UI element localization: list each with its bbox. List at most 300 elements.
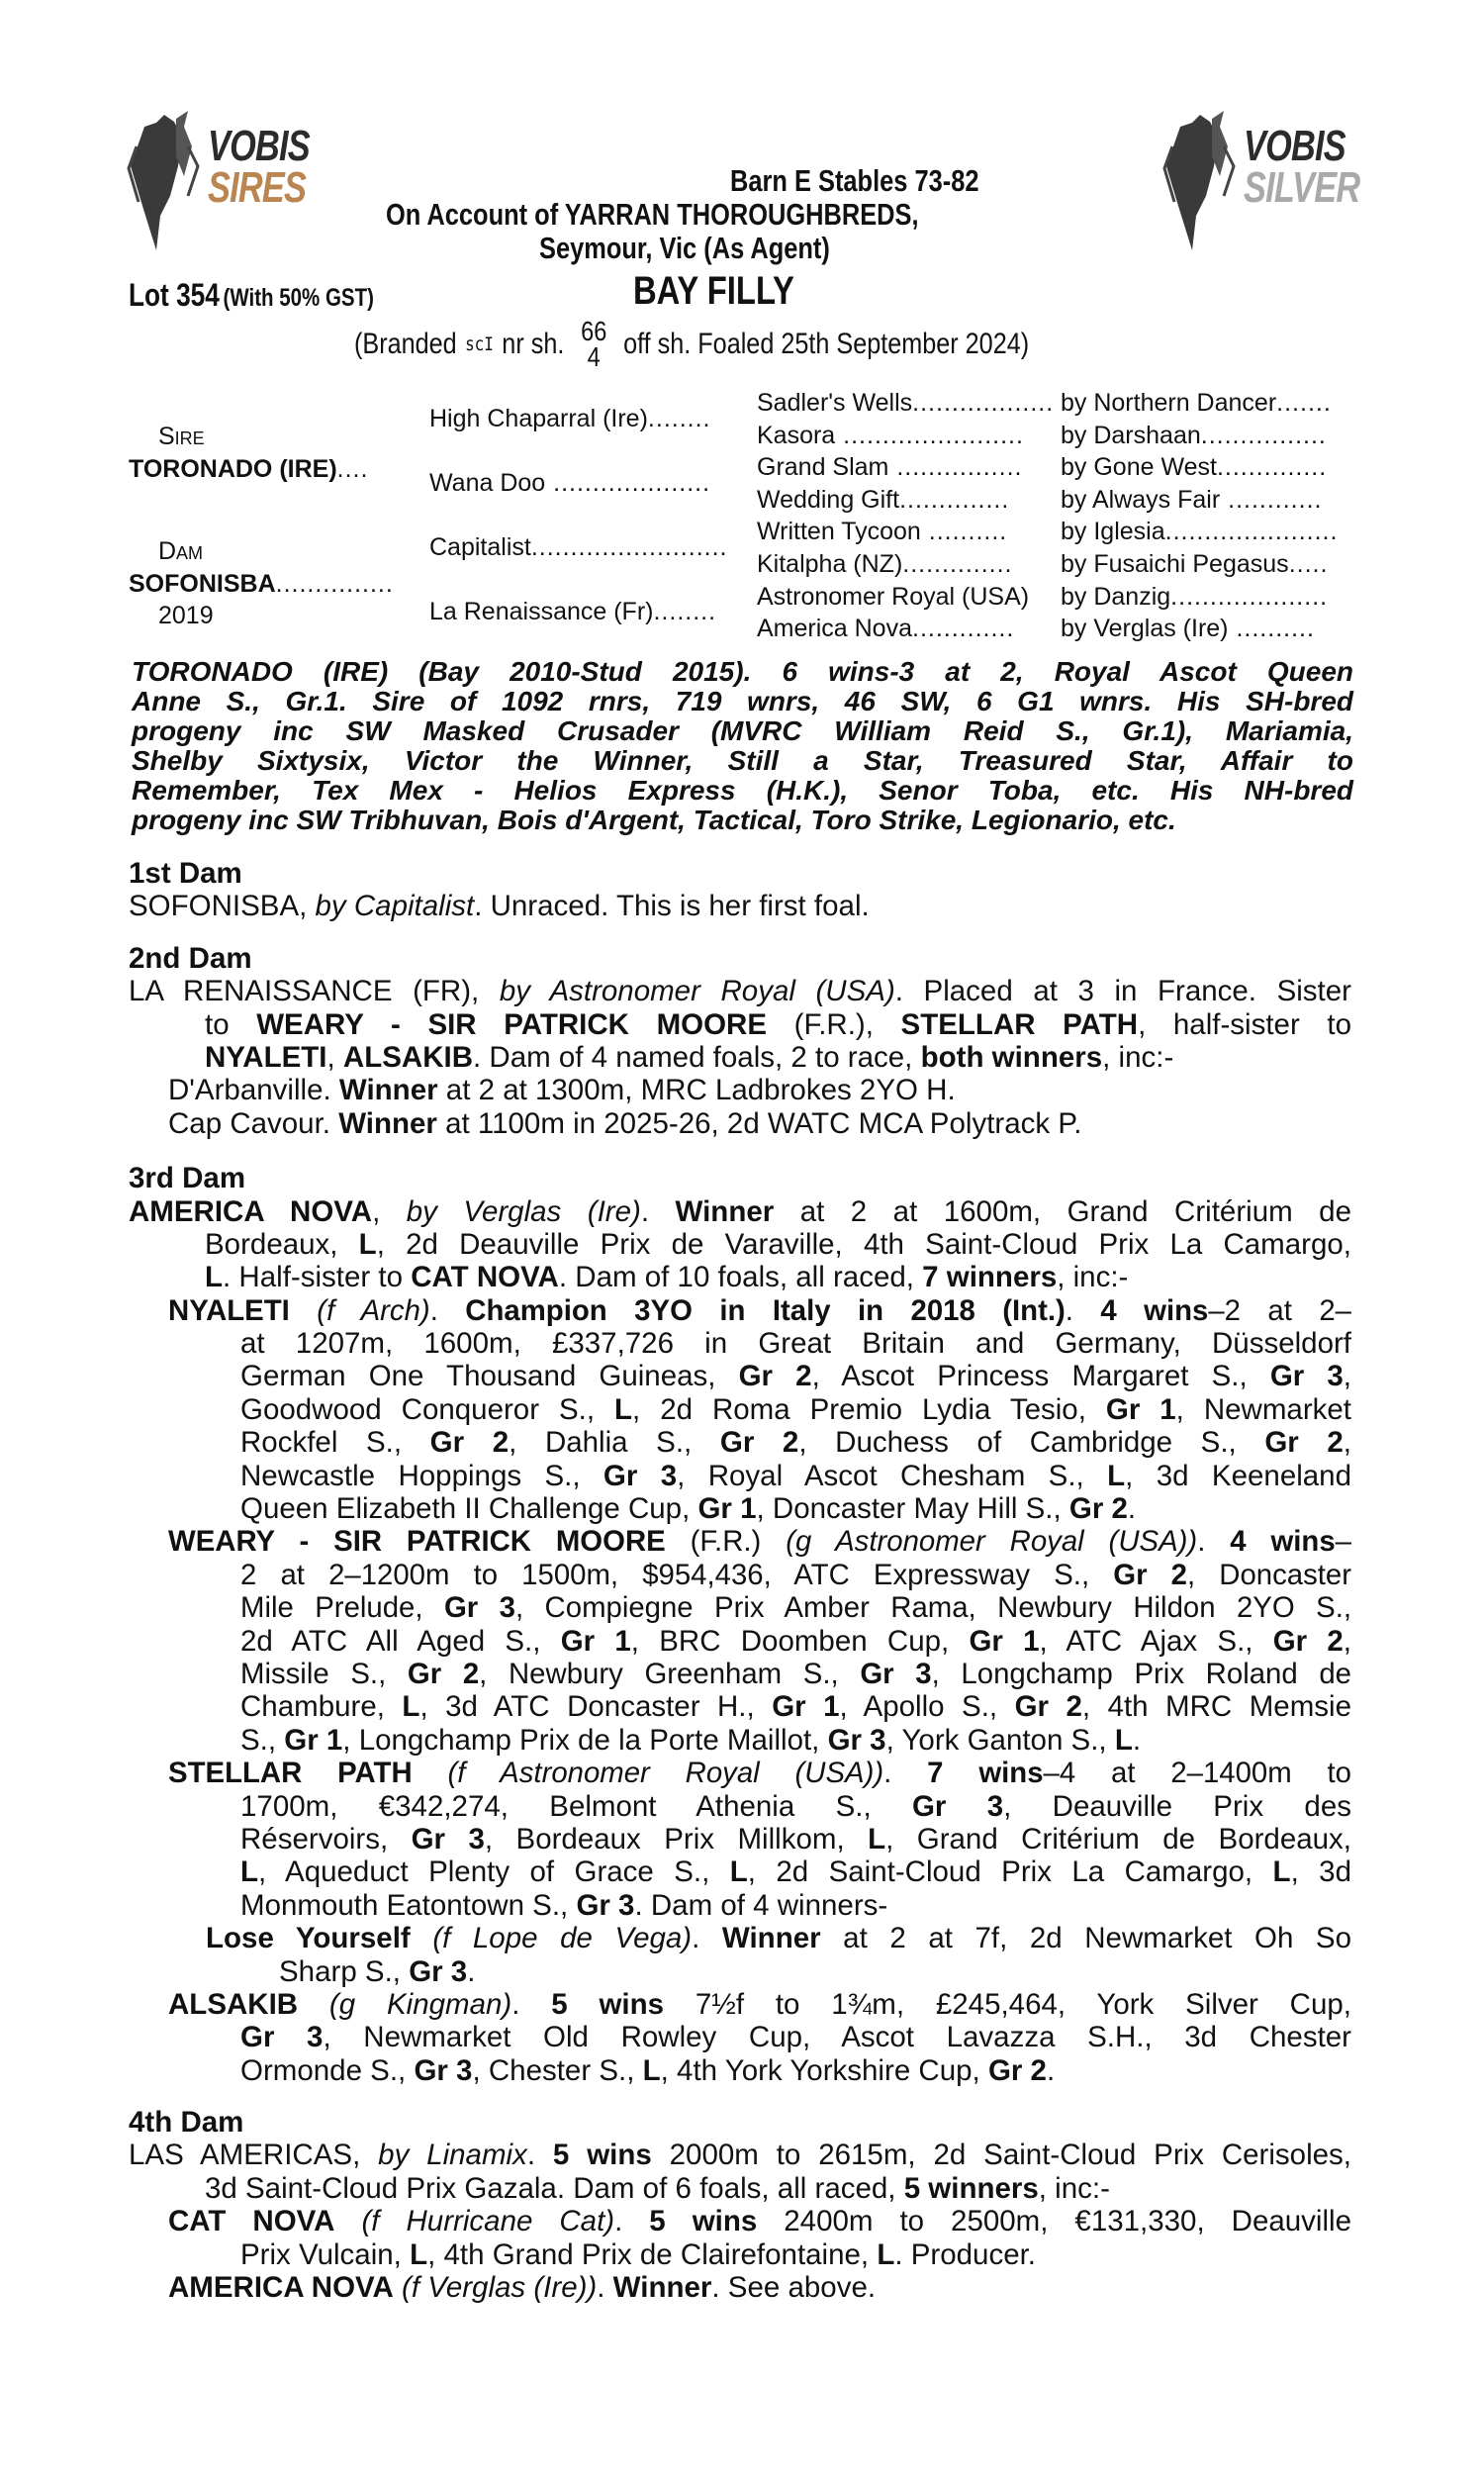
stable-location: Barn E Stables 73-82 bbox=[730, 163, 979, 198]
bold-text: Gr 2 bbox=[1113, 1558, 1187, 1591]
text: (F.R.) bbox=[665, 1525, 787, 1559]
text: at 2 at 7f, 2d Newmarket Oh So bbox=[820, 1922, 1351, 1955]
text: Queen Elizabeth II Challenge Cup, bbox=[240, 1492, 698, 1526]
bold-text: 7 winners bbox=[922, 1261, 1058, 1294]
great-grandparent-name: Grand Slam bbox=[757, 453, 889, 482]
bold-text: Gr 3 bbox=[1269, 1360, 1344, 1393]
text-line bbox=[129, 1525, 1351, 1558]
bold-text: CAT NOVA bbox=[411, 1261, 559, 1294]
great-grandparent-sire-name: by Danzig bbox=[1061, 582, 1171, 611]
text: . bbox=[597, 2271, 613, 2305]
text: , 2d Deauville Prix de Varaville, 4th Saint-Cloud Prix La Camargo, bbox=[376, 1227, 1351, 1261]
text-line bbox=[129, 1724, 1351, 1757]
grandparent-name: La Renaissance (Fr) bbox=[429, 598, 654, 625]
text: , York Ganton S., bbox=[885, 1723, 1115, 1757]
bold-text: NYALETI bbox=[168, 1293, 290, 1327]
text-line bbox=[129, 2238, 1351, 2271]
text: Réservoirs, bbox=[240, 1822, 412, 1856]
great-grandparent-row bbox=[757, 484, 1009, 517]
great-grandparent-row bbox=[757, 581, 1029, 614]
text: LA RENAISSANCE (FR), bbox=[129, 975, 500, 1008]
great-grandparent-name: Written Tycoon bbox=[757, 518, 921, 546]
text-line bbox=[129, 1294, 1351, 1327]
text-line bbox=[129, 1625, 1351, 1658]
bold-text: Gr 2 bbox=[1264, 1426, 1344, 1460]
bold-text: Gr 2 bbox=[407, 1657, 480, 1690]
text: Mile Prelude, bbox=[240, 1591, 444, 1625]
text-line bbox=[129, 1757, 1351, 1789]
great-grandparent-sire-dots: ................ bbox=[1200, 421, 1327, 449]
great-grandparent-dots: .............. bbox=[902, 550, 1013, 578]
bold-text: L bbox=[1114, 1723, 1133, 1757]
sire-label: Sire bbox=[158, 423, 205, 450]
bold-text: L bbox=[729, 1856, 748, 1889]
text-line bbox=[129, 1261, 1351, 1293]
sire-dots: .... bbox=[336, 455, 369, 483]
text: , Aqueduct Plenty of Grace S., bbox=[258, 1856, 730, 1889]
great-grandparent-sire bbox=[1061, 484, 1322, 517]
sire-blurb-line: Shelby Sixtysix, Victor the Winner, Still a Star, Treasured Star, Affair to bbox=[132, 745, 1353, 776]
sire-blurb-line: TORONADO (IRE) (Bay 2010-Stud 2015). 6 wins-3 at 2, Royal Ascot Queen bbox=[132, 656, 1353, 687]
text-line bbox=[129, 1041, 1351, 1074]
text: , Longchamp Prix de la Porte Maillot, bbox=[342, 1723, 828, 1757]
text: , Grand Critérium de Bordeaux, bbox=[885, 1822, 1351, 1856]
bold-text: Gr 2 bbox=[429, 1426, 510, 1460]
text-line bbox=[129, 1195, 1351, 1228]
text: , Deauville Prix des bbox=[1003, 1789, 1351, 1823]
section-heading: 1st Dam bbox=[129, 857, 242, 890]
bold-text: Winner bbox=[338, 1074, 438, 1107]
text: , 4th York Yorkshire Cup, bbox=[660, 2053, 988, 2087]
text: , Chester S., bbox=[472, 2053, 643, 2087]
section-gap bbox=[129, 1140, 1351, 1162]
text-line bbox=[129, 2021, 1351, 2053]
bold-text: AMERICA NOVA bbox=[129, 1194, 373, 1228]
great-grandparent-sire-dots: ..... bbox=[1288, 550, 1329, 578]
brand-prefix: (Branded bbox=[354, 328, 457, 360]
dam-label: Dam bbox=[158, 537, 204, 565]
bold-text: L bbox=[642, 2053, 661, 2087]
great-grandparent-sire bbox=[1061, 548, 1328, 581]
bold-text: Champion 3YO in Italy in 2018 (Int.) bbox=[465, 1293, 1066, 1327]
text: , bbox=[326, 1040, 343, 1074]
text: Sharp S., bbox=[279, 1954, 410, 1988]
bold-text: Gr 1 bbox=[697, 1492, 757, 1526]
sire-blurb-line: Remember, Tex Mex - Helios Express (H.K.), Senor Toba, etc. His NH-bred bbox=[132, 775, 1353, 806]
text: Goodwood Conqueror S., bbox=[240, 1392, 615, 1426]
great-grandparent-sire-name: by Northern Dancer bbox=[1061, 389, 1277, 417]
fraction-top: 66 bbox=[581, 316, 607, 346]
grandparent-dots: .................... bbox=[545, 469, 711, 497]
text: 3d Saint-Cloud Prix Gazala. Dam of 6 foals, all raced, bbox=[205, 2171, 904, 2205]
bold-text: STELLAR PATH bbox=[900, 1007, 1139, 1041]
brand-suffix: off sh. Foaled 25th September 2024) bbox=[623, 328, 1030, 360]
text: 2000m to 2615m, 2d Saint-Cloud Prix Cerisoles, bbox=[651, 2139, 1351, 2172]
bold-text: Gr 2 bbox=[1014, 1690, 1082, 1724]
text bbox=[334, 2205, 361, 2237]
great-grandparent-dots: ................ bbox=[888, 453, 1023, 482]
vobis-silver-logo bbox=[1162, 107, 1360, 255]
text: . bbox=[467, 1954, 476, 1988]
text: . bbox=[429, 1293, 466, 1327]
text-line bbox=[129, 1889, 1351, 1922]
bold-text: 4 wins bbox=[1230, 1525, 1336, 1559]
grandparent-row bbox=[429, 531, 727, 564]
horse-rider-icon bbox=[1162, 107, 1242, 255]
text: –2 at 2– bbox=[1208, 1293, 1351, 1327]
great-grandparent-dots: .............. bbox=[899, 485, 1010, 514]
text: , Dahlia S., bbox=[509, 1426, 720, 1460]
vendor-line-2: Seymour, Vic (As Agent) bbox=[539, 231, 830, 265]
great-grandparent-sire-dots: ....... bbox=[1276, 389, 1332, 417]
italic-text: (g Astronomer Royal (USA)) bbox=[786, 1525, 1198, 1559]
bold-text: Lose Yourself bbox=[206, 1922, 411, 1955]
bold-text: L bbox=[614, 1392, 633, 1426]
bold-text: L bbox=[402, 1690, 420, 1724]
section-gap bbox=[129, 2087, 1351, 2106]
bold-text: Gr 3 bbox=[409, 1954, 468, 1988]
great-grandparent-sire-dots: ............ bbox=[1220, 485, 1323, 514]
text-line bbox=[129, 1492, 1351, 1525]
bold-text: Gr 1 bbox=[284, 1723, 343, 1757]
grandparent-name: Wana Doo bbox=[429, 469, 546, 497]
text: , Ascot Princess Margaret S., bbox=[811, 1360, 1270, 1393]
text-line bbox=[129, 1327, 1351, 1360]
bold-text: 7 wins bbox=[927, 1757, 1044, 1790]
grandparent-row bbox=[429, 596, 716, 628]
great-grandparent-dots: .................. bbox=[912, 389, 1055, 417]
text: . Unraced. This is her first foal. bbox=[474, 890, 870, 923]
bold-text: Gr 3 bbox=[576, 1888, 635, 1922]
great-grandparent-sire bbox=[1061, 451, 1327, 484]
dam-dots: ............... bbox=[275, 570, 394, 598]
text-line bbox=[129, 1107, 1351, 1140]
text: , bbox=[1343, 1426, 1351, 1460]
text: (F.R.), bbox=[767, 1007, 901, 1041]
text: . bbox=[1046, 2053, 1056, 2087]
section-heading: 2nd Dam bbox=[129, 941, 252, 975]
sire-name: TORONADO (IRE) bbox=[129, 455, 337, 483]
great-grandparent-sire bbox=[1061, 387, 1332, 420]
great-grandparent-sire-name: by Verglas (Ire) bbox=[1061, 615, 1229, 643]
italic-text: by Astronomer Royal (USA) bbox=[499, 975, 895, 1008]
italic-text: (f Lope de Vega) bbox=[432, 1922, 693, 1955]
text: , half-sister to bbox=[1138, 1007, 1351, 1041]
text: 7½f to 1¾m, £245,464, York Silver Cup, bbox=[664, 1987, 1351, 2021]
section-heading: 3rd Dam bbox=[129, 1162, 246, 1195]
great-grandparent-row bbox=[757, 613, 1014, 645]
text: . Dam of 4 named foals, 2 to race, bbox=[473, 1040, 921, 1074]
bold-text: 5 wins bbox=[551, 1987, 665, 2021]
text: , 2d Saint-Cloud Prix La Camargo, bbox=[747, 1856, 1273, 1889]
text: , 3d Keeneland bbox=[1125, 1459, 1351, 1492]
text: . bbox=[883, 1757, 928, 1790]
bold-text: L bbox=[358, 1227, 377, 1261]
italic-text: (g Kingman) bbox=[328, 1987, 512, 2021]
text-line bbox=[129, 1591, 1351, 1624]
vobis-sires-logo bbox=[127, 107, 325, 255]
bold-text: Winner bbox=[721, 1922, 821, 1955]
text: . bbox=[614, 2205, 650, 2238]
bold-text: Gr 1 bbox=[560, 1624, 631, 1658]
great-grandparent-sire-name: by Always Fair bbox=[1061, 485, 1221, 514]
text: , 4th Grand Prix de Clairefontaine, bbox=[427, 2237, 878, 2271]
italic-text: (f Arch) bbox=[317, 1293, 430, 1327]
grandparent-name: Capitalist bbox=[429, 533, 531, 561]
text-line bbox=[129, 1790, 1351, 1823]
text-line bbox=[129, 1823, 1351, 1856]
bold-text: ALSAKIB bbox=[342, 1040, 474, 1074]
text: , 2d Roma Premio Lydia Tesio, bbox=[632, 1392, 1106, 1426]
text-line bbox=[129, 1074, 1351, 1106]
text: , Doncaster May Hill S., bbox=[756, 1492, 1069, 1526]
great-grandparent-sire-name: by Fusaichi Pegasus bbox=[1061, 550, 1289, 578]
logo-word-silver: SILVER bbox=[1244, 163, 1360, 212]
text bbox=[394, 2271, 402, 2304]
bold-text: L bbox=[868, 1822, 886, 1856]
sire-blurb-line: progeny inc SW Tribhuvan, Bois d'Argent, Tactical, Toro Strike, Legionario, etc. bbox=[132, 805, 1176, 835]
great-grandparent-row bbox=[757, 420, 1024, 452]
text-line bbox=[129, 1922, 1351, 1954]
text: . Producer. bbox=[894, 2237, 1037, 2271]
text: Monmouth Eatontown S., bbox=[240, 1888, 577, 1922]
text: . Dam of 10 foals, all raced, bbox=[558, 1261, 923, 1294]
bold-text: Gr 3 bbox=[240, 2021, 324, 2054]
bold-text: 5 winners bbox=[903, 2171, 1039, 2205]
bold-text: Gr 2 bbox=[738, 1360, 812, 1393]
text: SOFONISBA, bbox=[129, 890, 316, 923]
italic-text: (f Astronomer Royal (USA)) bbox=[447, 1757, 884, 1790]
section-gap bbox=[129, 923, 1351, 942]
text: , 3d ATC Doncaster H., bbox=[419, 1690, 773, 1724]
text-line bbox=[129, 2139, 1351, 2171]
text: 2d ATC All Aged S., bbox=[240, 1624, 561, 1658]
text: , bbox=[372, 1194, 407, 1228]
brand-line bbox=[354, 315, 1029, 374]
text: . bbox=[511, 1987, 552, 2021]
text bbox=[298, 1988, 329, 2021]
great-grandparent-row bbox=[757, 548, 1013, 581]
text: , Bordeaux Prix Millkom, bbox=[484, 1822, 869, 1856]
logo-word-vobis: VOBIS bbox=[1244, 122, 1345, 170]
logo-word-sires: SIRES bbox=[208, 163, 307, 212]
text-line bbox=[129, 1690, 1351, 1723]
great-grandparent-sire-dots: ...................... bbox=[1164, 518, 1339, 546]
italic-text: by Capitalist bbox=[315, 890, 475, 923]
bold-text: Winner bbox=[675, 1194, 775, 1228]
text: . bbox=[692, 1922, 722, 1955]
dam-name-row bbox=[129, 568, 394, 601]
sire-blurb bbox=[132, 657, 1353, 835]
bold-text: L bbox=[205, 1261, 224, 1294]
great-grandparent-row bbox=[757, 451, 1022, 484]
bold-text: Gr 2 bbox=[719, 1426, 799, 1460]
text: 2400m to 2500m, €131,330, Deauville bbox=[757, 2205, 1351, 2238]
bold-text: L bbox=[410, 2237, 428, 2271]
lot-info bbox=[129, 277, 374, 314]
text: LAS AMERICAS, bbox=[129, 2139, 379, 2172]
grandparent-row bbox=[429, 467, 710, 500]
grandparent-name: High Chaparral (Ire) bbox=[429, 405, 648, 432]
text-line bbox=[129, 1393, 1351, 1426]
text-line bbox=[129, 2205, 1351, 2237]
gst-note: (With 50% GST) bbox=[223, 284, 374, 312]
text: D'Arbanville. bbox=[168, 1074, 339, 1107]
bold-text: Gr 3 bbox=[827, 1723, 886, 1757]
dam-year: 2019 bbox=[158, 602, 214, 629]
bold-text: Gr 3 bbox=[860, 1657, 932, 1690]
text: German One Thousand Guineas, bbox=[240, 1360, 739, 1393]
great-grandparent-name: Kasora bbox=[757, 421, 836, 449]
text-line bbox=[129, 1228, 1351, 1261]
great-grandparent-dots: .......... bbox=[920, 518, 1008, 546]
logo-word-vobis: VOBIS bbox=[208, 122, 310, 170]
text: . Placed at 3 in France. Sister bbox=[894, 975, 1351, 1008]
italic-text: by Verglas (Ire) bbox=[406, 1194, 641, 1228]
text-line bbox=[129, 1008, 1351, 1041]
bold-text: L bbox=[1107, 1459, 1126, 1492]
great-grandparent-sire bbox=[1061, 516, 1338, 548]
text: at 2 at 1300m, MRC Ladbrokes 2YO H. bbox=[437, 1074, 956, 1107]
bold-text: Gr 2 bbox=[1272, 1624, 1344, 1658]
bold-text: L bbox=[240, 1856, 259, 1889]
great-grandparent-name: Wedding Gift bbox=[757, 485, 900, 514]
text: , bbox=[1343, 1624, 1351, 1658]
italic-text: by Linamix bbox=[378, 2139, 527, 2172]
bold-text: AMERICA NOVA bbox=[168, 2271, 394, 2305]
text: . bbox=[640, 1194, 676, 1228]
text: Chambure, bbox=[240, 1690, 403, 1724]
pedigree-notes bbox=[129, 857, 1351, 2304]
grandparent-dots: ........ bbox=[647, 405, 711, 432]
text: , 3d bbox=[1290, 1856, 1351, 1889]
text: . bbox=[526, 2139, 553, 2172]
text: , Newmarket bbox=[1175, 1392, 1351, 1426]
text bbox=[411, 1922, 433, 1954]
grandparent-dots: ........ bbox=[653, 598, 717, 625]
bold-text: Gr 2 bbox=[1068, 1492, 1128, 1526]
great-grandparent-sire bbox=[1061, 581, 1328, 614]
bold-text: Gr 3 bbox=[603, 1459, 678, 1492]
text bbox=[290, 1294, 317, 1327]
lot-number: Lot 354 bbox=[129, 277, 220, 313]
great-grandparent-row bbox=[757, 516, 1007, 548]
brand-fraction bbox=[581, 316, 607, 372]
italic-text: (f Hurricane Cat) bbox=[361, 2205, 615, 2238]
text: . bbox=[1197, 1525, 1231, 1559]
text: . bbox=[1127, 1492, 1137, 1526]
section-heading: 4th Dam bbox=[129, 2106, 244, 2140]
text-line bbox=[129, 1955, 1351, 1988]
text-line bbox=[129, 1426, 1351, 1459]
bold-text: Gr 3 bbox=[411, 1822, 485, 1856]
great-grandparent-sire-name: by Iglesia bbox=[1061, 518, 1165, 546]
bold-text: 4 wins bbox=[1100, 1293, 1209, 1327]
text: . Half-sister to bbox=[223, 1261, 412, 1294]
great-grandparent-name: Kitalpha (NZ) bbox=[757, 550, 903, 578]
text: , Apollo S., bbox=[839, 1690, 1015, 1724]
sire-name-row bbox=[129, 453, 368, 486]
text-line bbox=[129, 890, 1351, 922]
text: , bbox=[1343, 1360, 1351, 1393]
bold-text: Gr 2 bbox=[987, 2053, 1047, 2087]
great-grandparent-sire-name: by Darshaan bbox=[1061, 421, 1201, 449]
text: , Doncaster bbox=[1186, 1558, 1351, 1591]
text-line bbox=[129, 1360, 1351, 1392]
bold-text: Gr 3 bbox=[414, 2053, 473, 2087]
text: Missile S., bbox=[240, 1657, 408, 1690]
text: , Newmarket Old Rowley Cup, Ascot Lavazza S.H., 3d Chester bbox=[323, 2021, 1351, 2054]
bold-text: NYALETI bbox=[205, 1040, 327, 1074]
text: at 1207m, 1600m, £337,726 in Great Britain and Germany, Düsseldorf bbox=[240, 1327, 1351, 1361]
great-grandparent-dots: ....................... bbox=[835, 421, 1024, 449]
text: Prix Vulcain, bbox=[240, 2237, 411, 2271]
great-grandparent-name: Astronomer Royal (USA) bbox=[757, 582, 1030, 611]
text: , 4th MRC Memsie bbox=[1081, 1690, 1351, 1724]
great-grandparent-row bbox=[757, 387, 1054, 420]
vendor-line-1: On Account of YARRAN THOROUGHBREDS, bbox=[386, 197, 919, 232]
dam-name: SOFONISBA bbox=[129, 570, 276, 598]
text: –4 at 2–1400m to bbox=[1043, 1757, 1351, 1790]
bold-text: 5 wins bbox=[552, 2139, 652, 2172]
text: Ormonde S., bbox=[240, 2053, 415, 2087]
text: at 1100m in 2025-26, 2d WATC MCA Polytrack P. bbox=[436, 1106, 1082, 1140]
great-grandparent-dots: ............. bbox=[912, 615, 1015, 643]
bold-text: STELLAR PATH bbox=[168, 1757, 413, 1790]
sire-blurb-line: progeny inc SW Masked Crusader (MVRC William Reid S., Gr.1), Mariamia, bbox=[132, 715, 1353, 746]
great-grandparent-sire bbox=[1061, 420, 1327, 452]
bold-text: Gr 1 bbox=[969, 1624, 1040, 1658]
text-line bbox=[129, 975, 1351, 1007]
grandparent-dots: ......................... bbox=[530, 533, 728, 561]
text: , inc:- bbox=[1038, 2171, 1110, 2205]
text: , Duchess of Cambridge S., bbox=[798, 1426, 1265, 1460]
great-grandparent-sire-dots: .................... bbox=[1170, 582, 1329, 611]
text-line bbox=[129, 2172, 1351, 2205]
text: , Compiegne Prix Amber Rama, Newbury Hildon 2YO S., bbox=[514, 1591, 1351, 1625]
great-grandparent-name: Sadler's Wells bbox=[757, 389, 913, 417]
bold-text: ALSAKIB bbox=[168, 1987, 299, 2021]
great-grandparent-sire-name: by Gone West bbox=[1061, 453, 1217, 482]
text: S., bbox=[240, 1723, 285, 1757]
text: – bbox=[1335, 1525, 1351, 1559]
bold-text: Gr 1 bbox=[772, 1690, 840, 1724]
fraction-bottom: 4 bbox=[587, 341, 601, 372]
bold-text: CAT NOVA bbox=[168, 2205, 335, 2238]
text: , BRC Doomben Cup, bbox=[630, 1624, 970, 1658]
great-grandparent-sire bbox=[1061, 613, 1315, 645]
bold-text: 5 wins bbox=[649, 2205, 758, 2238]
text: 1700m, €342,274, Belmont Athenia S., bbox=[240, 1789, 912, 1823]
sire-blurb-line: Anne S., Gr.1. Sire of 1092 rnrs, 719 wnrs, 46 SW, 6 G1 wnrs. His SH-bred bbox=[132, 686, 1353, 716]
text: . bbox=[1065, 1293, 1101, 1327]
bold-text: Gr 3 bbox=[911, 1789, 1004, 1823]
great-grandparent-sire-dots: .......... bbox=[1228, 615, 1315, 643]
text-line bbox=[129, 2054, 1351, 2087]
text-line bbox=[129, 2271, 1351, 2304]
text: 2 at 2–1200m to 1500m, $954,436, ATC Expressway S., bbox=[240, 1558, 1114, 1591]
grandparent-row bbox=[429, 403, 711, 435]
text: Rockfel S., bbox=[240, 1426, 430, 1460]
text: Cap Cavour. bbox=[168, 1106, 339, 1140]
bold-text: L bbox=[877, 2237, 895, 2271]
text: , Newbury Greenham S., bbox=[479, 1657, 861, 1690]
text-line bbox=[129, 1559, 1351, 1591]
bold-text: Winner bbox=[612, 2271, 712, 2305]
text: at 2 at 1600m, Grand Critérium de bbox=[774, 1194, 1351, 1228]
text-line bbox=[129, 1988, 1351, 2021]
bold-text: Gr 1 bbox=[1105, 1392, 1176, 1426]
